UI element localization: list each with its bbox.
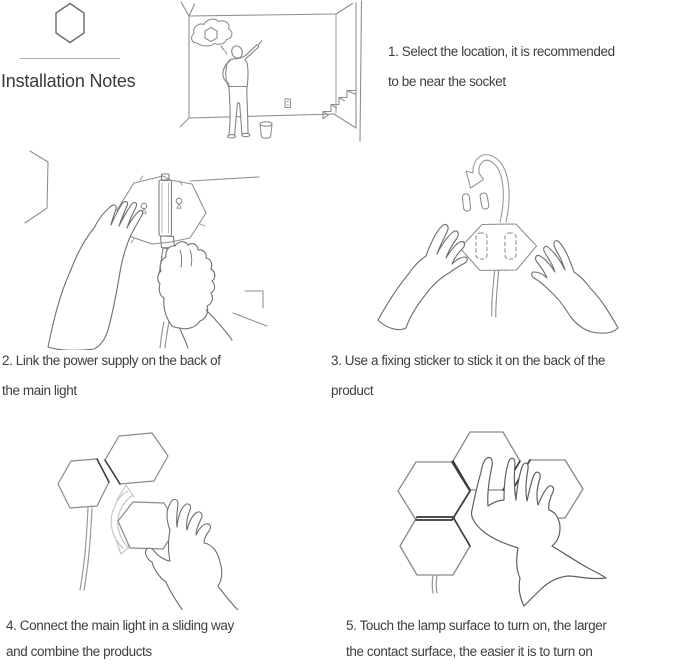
hexagon-panel-back [460, 224, 537, 271]
power-cable [80, 508, 92, 590]
sticker-strips-loose [462, 193, 489, 212]
flip-arrow [466, 155, 509, 222]
step-5-text: 5. Touch the lamp surface to turn on, the larger the contact surface, the easier it is to turn on [346, 618, 607, 659]
step-2-text: 2. Link the power supply on the back of the main light [2, 353, 221, 398]
power-cable [492, 271, 499, 318]
bucket-sketch [260, 122, 272, 139]
touch-hand-sketch [472, 457, 607, 606]
power-cable [160, 322, 169, 348]
mounted-hexagons [58, 433, 168, 508]
left-hand-sketch [48, 202, 143, 350]
stairs-sketch [323, 91, 356, 119]
person-sketch [223, 41, 262, 138]
illustration-step1-room [160, 0, 390, 150]
illustration-step5-touch [370, 420, 670, 610]
left-hand-sketch [378, 224, 467, 329]
thought-bubble-hexagon [192, 19, 232, 54]
hexagon-logo-icon [54, 2, 86, 44]
right-hand-sketch [532, 241, 618, 333]
wall-socket-sketch [285, 99, 291, 108]
right-hand-sketch [145, 500, 238, 611]
illustration-step4-slide [20, 420, 300, 610]
right-hand-sketch [158, 242, 232, 348]
step-3-text: 3. Use a fixing sticker to stick it on the back of the product [331, 353, 606, 398]
illustration-step3-sticker [360, 140, 660, 350]
step-1-text: 1. Select the location, it is recommended to be near the socket [388, 44, 615, 89]
step-4-text: 4. Connect the main light in a sliding way and combine the products [6, 618, 234, 659]
title-divider [20, 58, 120, 59]
illustration-step2-power [20, 150, 300, 350]
power-cable [432, 575, 437, 593]
slide-arrow [111, 485, 134, 554]
page-title: Installation Notes [1, 71, 136, 91]
room-sketch [180, 1, 362, 141]
